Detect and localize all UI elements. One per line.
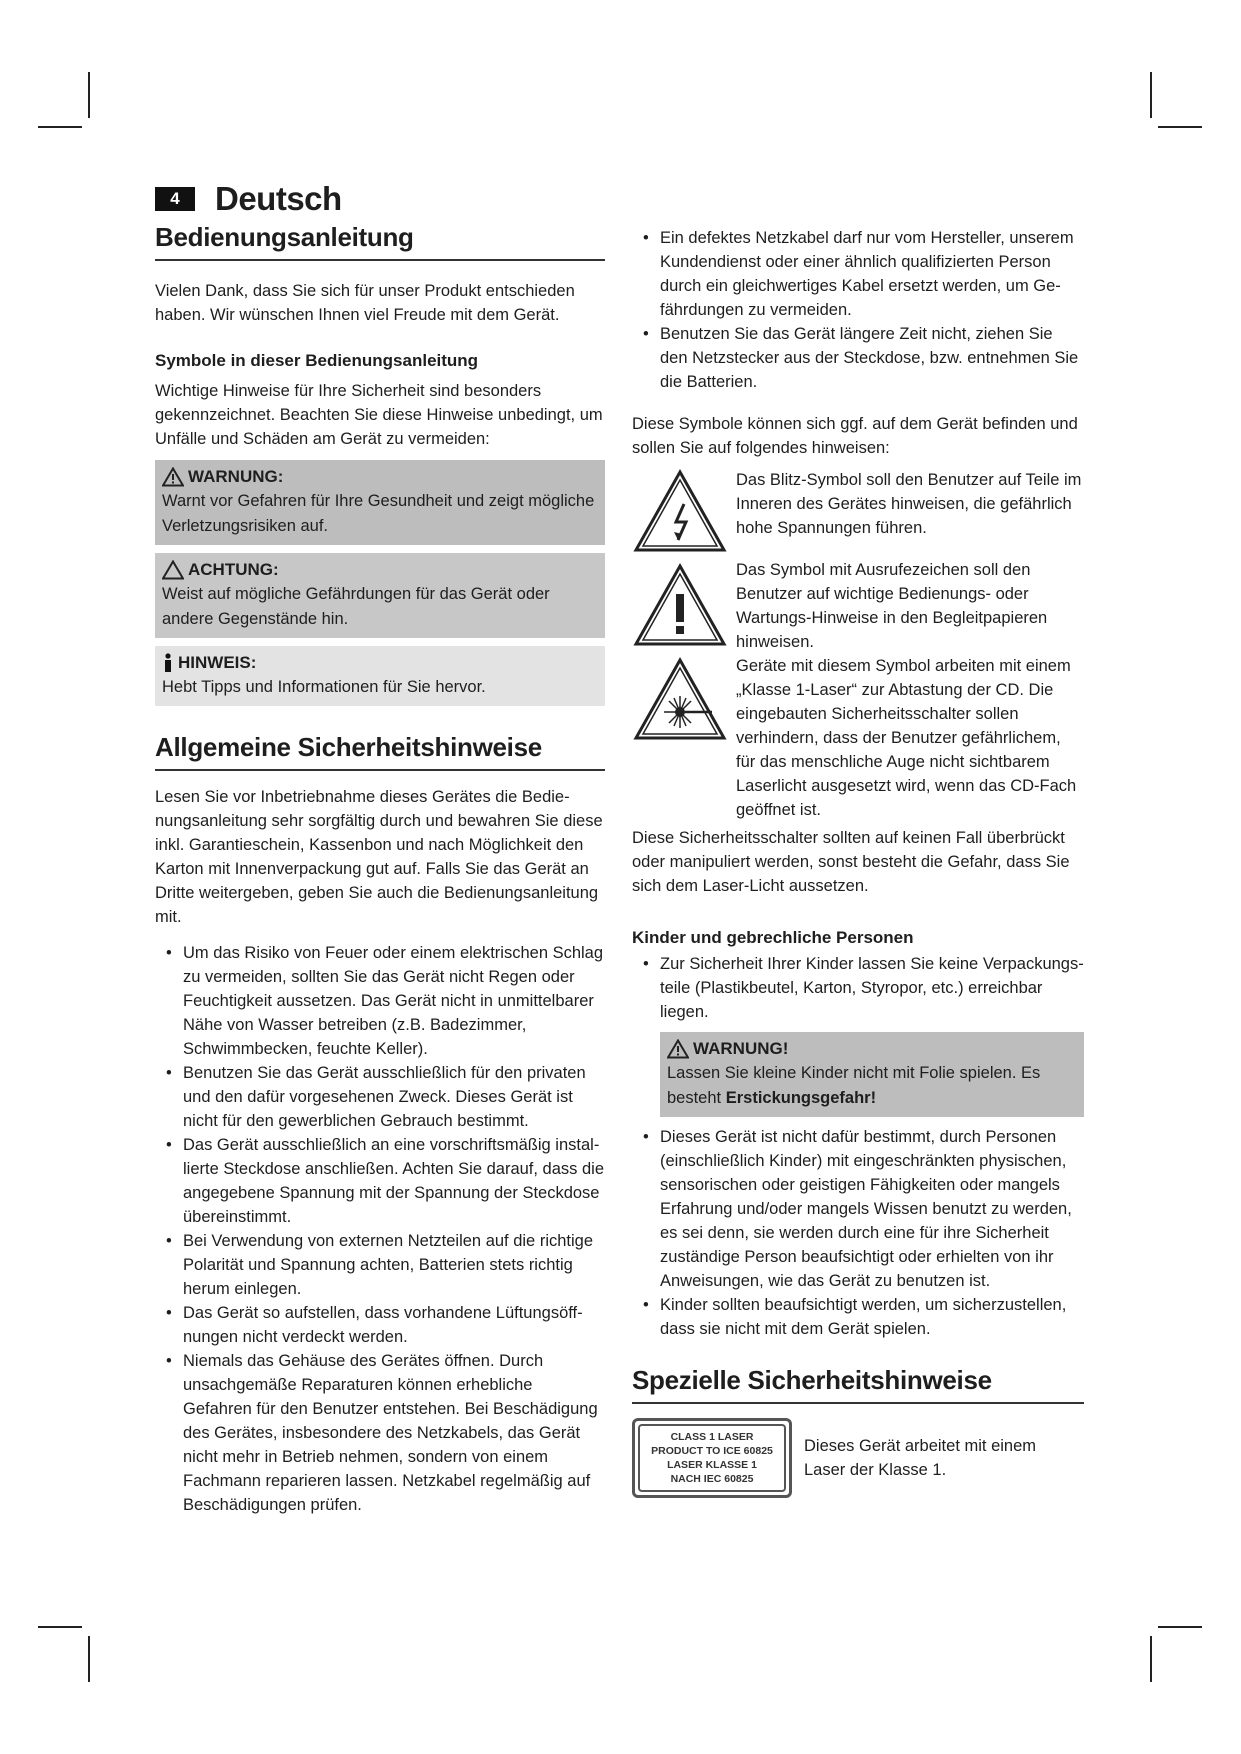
note-box xyxy=(155,646,605,706)
right-column xyxy=(632,226,1084,1498)
list-item: • Dieses Gerät ist nicht dafür bestimmt, durch Personen (einschließlich Kinder) mit eingeschränkten physischen, sensorischen oder geistigen Fähigkeiten oder mangels Erfahrung und/oder mangels Wissen benutzt zu werden, es sei denn, sie werden durch eine für ihre Sicherheit zuständige Person beaufsichtigt oder erhielten von ihr Anweisungen, wie das Gerät zu benutzen ist. xyxy=(643,1128,1072,1290)
switch-text: Diese Sicherheitsschalter sollten auf keinen Fall überbrückt oder manipuliert werden, sonst besteht die Gefahr, dass Sie sich dem Laser-Licht aussetzen. xyxy=(632,829,1070,895)
laser-label-line: NACH IEC 60825 xyxy=(670,1473,754,1485)
section-title-special: Spezielle Sicherheitshinweise xyxy=(632,1365,1084,1404)
caution-triangle-icon xyxy=(162,560,184,580)
lightning-warning-icon xyxy=(632,468,728,554)
list-item: • Ein defektes Netzkabel darf nur vom Hersteller, unserem Kundendienst oder einer ähnlich qualifizierten Person durch ein gleichwertiges Kabel ersetzt werden, um Gefährdungen zu vermeiden. xyxy=(643,229,1074,319)
laser-class-label xyxy=(632,1418,792,1498)
intro-text: Vielen Dank, dass Sie sich für unser Produkt entschieden haben. Wir wünschen Ihnen viel Freude mit dem Gerät. xyxy=(155,282,575,324)
crop-mark xyxy=(38,1626,82,1628)
children-warning-box xyxy=(660,1032,1084,1117)
laser-class-row xyxy=(632,1418,1084,1498)
caution-title: ACHTUNG: xyxy=(188,560,279,579)
list-item: • Das Gerät ausschließlich an eine vorschriftsmäßig installierte Steckdose anschließen. Achten Sie darauf, dass die angegebene Spannung mit der Spannung der Steckdose übereinstimmt. xyxy=(166,1136,604,1226)
top-bullets xyxy=(632,226,1084,394)
children-bullets xyxy=(632,952,1084,1024)
page-number: 4 xyxy=(155,187,195,211)
crop-mark xyxy=(88,1636,90,1682)
children-heading: Kinder und gebrechliche Personen xyxy=(632,928,914,947)
children-warning-text: Lassen Sie kleine Kinder nicht mit Folie spielen. Es besteht Erstickungsgefahr! xyxy=(667,1064,1041,1107)
left-column xyxy=(155,222,605,1517)
symbol-exclamation-row xyxy=(632,558,1084,654)
page-header xyxy=(155,180,342,218)
section-title-manual: Bedienungsanleitung xyxy=(155,222,605,261)
section-title-general: Allgemeine Sicherheitshinweise xyxy=(155,732,605,771)
laser-class-text: Dieses Gerät arbeitet mit einem Laser der Klasse 1. xyxy=(804,1437,1037,1479)
crop-mark xyxy=(1150,1636,1152,1682)
caution-box xyxy=(155,553,605,638)
list-item: • Benutzen Sie das Gerät längere Zeit nicht, ziehen Sie den Netzstecker aus der Steckdose, bzw. entnehmen Sie die Batterien. xyxy=(643,325,1079,391)
crop-mark xyxy=(88,72,90,118)
list-item: • Zur Sicherheit Ihrer Kinder lassen Sie keine Verpackungsteile (Plastikbeutel, Karton, Styropor, etc.) erreichbar liegen. xyxy=(643,955,1084,1021)
general-intro: Lesen Sie vor Inbetriebnahme dieses Gerätes die Bedienungsanleitung sehr sorgfältig durch und bewahren Sie diese inkl. Garantieschein, Kassenbon und nach Möglichkeit den Karton mit Innenverpackung gut auf. Falls Sie das Gerät an Dritte weitergeben, geben Sie auch die Bedienungsanleitung mit. xyxy=(155,788,603,926)
children-warning-bold: Erstickungsgefahr! xyxy=(725,1089,877,1107)
symbol-laser-row xyxy=(632,654,1084,822)
children-warning-title: WARNUNG! xyxy=(693,1039,789,1058)
warning-text: Warnt vor Gefahren für Ihre Gesundheit und zeigt mögliche Verletzungsrisiken auf. xyxy=(162,492,595,535)
list-item: • Um das Risiko von Feuer oder einem elektrischen Schlag zu vermeiden, sollten Sie das Gerät nicht Regen oder Feuchtigkeit aussetzen. Das Gerät nicht in unmittelbarer Nähe von Wasser betreiben (z.B. Badezimmer, Schwimmbecken, feuchte Keller). xyxy=(166,944,604,1058)
laser-label-line: PRODUCT TO ICE 60825 xyxy=(651,1445,773,1457)
warning-title: WARNUNG: xyxy=(188,467,284,486)
general-bullets xyxy=(155,941,605,1517)
warning-triangle-icon xyxy=(667,1039,689,1059)
symbols-text: Wichtige Hinweise für Ihre Sicherheit sind besonders gekennzeichnet. Beachten Sie diese Hinweise unbedingt, um Unfälle und Schäden am Gerät zu vermeiden: xyxy=(155,382,603,448)
crop-mark xyxy=(1158,1626,1202,1628)
exclamation-warning-icon xyxy=(632,562,728,648)
crop-mark xyxy=(1150,72,1152,118)
list-item: • Bei Verwendung von externen Netzteilen auf die richtige Polarität und Spannung achten, Batterien stets richtig herum einlegen. xyxy=(166,1232,594,1298)
symbol-exclamation-text: Das Symbol mit Ausrufezeichen soll den Benutzer auf wichtige Bedienungs- oder Wartungs-Hinweise in den Begleitpapieren hinweisen. xyxy=(736,561,1048,651)
crop-mark xyxy=(38,126,82,128)
list-item: • Niemals das Gehäuse des Gerätes öffnen. Durch unsachgemäße Reparaturen können erhebliche Gefahren für den Benutzer entstehen. Bei Beschädigung des Gerätes, insbesondere des Netzkabels, das Gerät nicht mehr in Betrieb nehmen, sondern von einem Fachmann reparieren lassen. Netzkabel regelmäßig auf Beschädigungen prüfen. xyxy=(166,1352,598,1514)
note-title: HINWEIS: xyxy=(178,653,257,672)
crop-mark xyxy=(1158,126,1202,128)
note-text: Hebt Tipps und Informationen für Sie hervor. xyxy=(162,678,486,696)
laser-warning-icon xyxy=(632,656,728,742)
symbol-lightning-row xyxy=(632,468,1084,554)
laser-label-line: CLASS 1 LASER xyxy=(670,1431,754,1443)
warning-triangle-icon xyxy=(162,467,184,487)
list-item: • Das Gerät so aufstellen, dass vorhandene Lüftungsöffnungen nicht verdeckt werden. xyxy=(166,1304,583,1346)
bottom-bullets xyxy=(632,1125,1084,1341)
warning-box xyxy=(155,460,605,545)
symbols-intro: Diese Symbole können sich ggf. auf dem Gerät befinden und sollen Sie auf folgendes hinweisen: xyxy=(632,415,1078,457)
language-title: Deutsch xyxy=(215,180,342,217)
symbols-heading: Symbole in dieser Bedienungsanleitung xyxy=(155,351,479,370)
symbol-lightning-text: Das Blitz-Symbol soll den Benutzer auf Teile im Inneren des Gerätes hinweisen, die gefährlich hohe Spannungen führen. xyxy=(736,471,1082,537)
symbol-laser-text: Geräte mit diesem Symbol arbeiten mit einem „Klasse 1-Laser“ zur Abtastung der CD. Die eingebauten Sicherheitsschalter sollen verhindern, dass der Benutzer gefährlichem, für das menschliche Auge nicht sichtbarem Laserlicht ausgesetzt wird, wenn das CD-Fach geöffnet ist. xyxy=(736,657,1077,819)
list-item: • Benutzen Sie das Gerät ausschließlich für den privaten und den dafür vorgesehenen Zweck. Dieses Gerät ist nicht für den gewerblichen Gebrauch bestimmt. xyxy=(166,1064,586,1130)
list-item: • Kinder sollten beaufsichtigt werden, um sicherzustellen, dass sie nicht mit dem Gerät spielen. xyxy=(643,1296,1067,1338)
info-icon xyxy=(162,653,174,673)
laser-label-line: LASER KLASSE 1 xyxy=(667,1459,757,1471)
caution-text: Weist auf mögliche Gefährdungen für das Gerät oder andere Gegenstände hin. xyxy=(162,585,550,628)
